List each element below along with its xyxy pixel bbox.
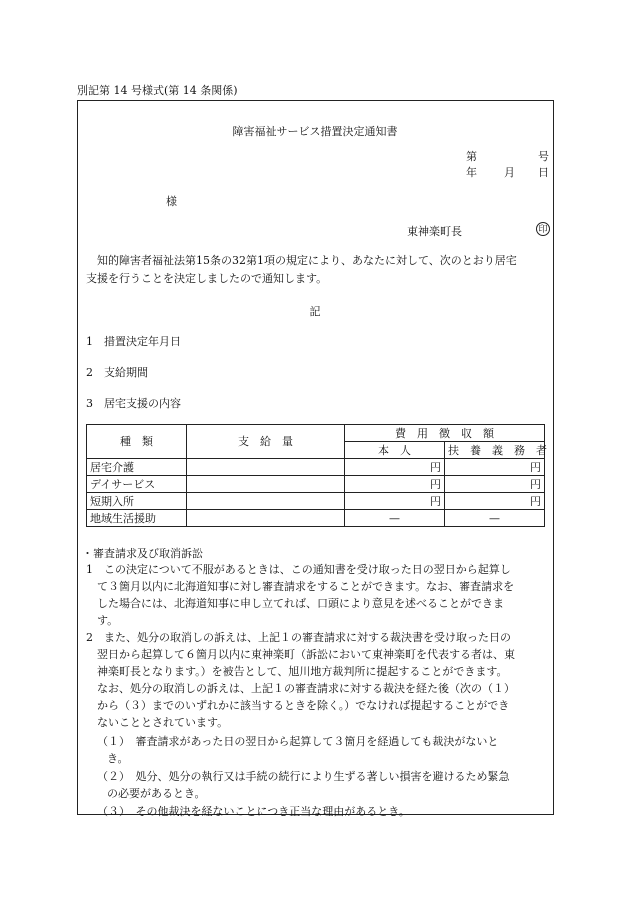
row-self-fee: 円 bbox=[345, 476, 445, 493]
number-go: 号 bbox=[538, 150, 549, 163]
sub-item-1-line-1: （１） 審査請求があった日の翌日から起算して３箇月を経過しても裁決がないと bbox=[97, 735, 499, 748]
appeal-line-9: から（３）までのいずれかに該当するときを除く。）でなければ提起することができ bbox=[97, 699, 510, 712]
appeal-line-1: 1 この決定について不服があるときは、この通知書を受け取った日の翌日から起算し bbox=[86, 563, 511, 576]
header-guardian: 扶 養 義 務 者 bbox=[445, 442, 545, 459]
appeal-line-2: て３箇月以内に北海道知事に対し審査請求をすることができます。なお、審査請求を bbox=[97, 580, 515, 593]
item-support-content: 3 居宅支援の内容 bbox=[86, 397, 181, 410]
sub-item-2-line-2: の必要があるとき。 bbox=[107, 787, 206, 800]
sub-item-2-line-1: （２） 処分、処分の執行又は手続の続行により生ずる著しい損害を避けるため緊急 bbox=[97, 770, 510, 783]
row-self-fee: 円 bbox=[345, 459, 445, 476]
appeal-line-10: ないこととされています。 bbox=[97, 716, 229, 729]
appeal-line-8: なお、処分の取消しの訴えは、上記１の審査請求に対する裁決を経た後（次の（１） bbox=[97, 682, 515, 695]
row-guardian-fee: — bbox=[445, 510, 545, 527]
date-day: 日 bbox=[538, 166, 549, 179]
table-row bbox=[87, 476, 545, 493]
row-amount bbox=[187, 476, 345, 493]
item-decision-date: 1 措置決定年月日 bbox=[86, 335, 181, 348]
recipient-sama: 様 bbox=[166, 195, 177, 208]
item-payment-period: 2 支給期間 bbox=[86, 366, 148, 379]
row-guardian-fee: 円 bbox=[445, 459, 545, 476]
date-month: 月 bbox=[504, 166, 515, 179]
document-title: 障害福祉サービス措置決定通知書 bbox=[232, 125, 398, 138]
row-self-fee: — bbox=[345, 510, 445, 527]
intro-line-2: 支援を行うことを決定しましたので通知します。 bbox=[86, 272, 328, 285]
table-row bbox=[87, 493, 545, 510]
issuer-name: 東神楽町長 bbox=[407, 225, 462, 238]
row-name: 居宅介護 bbox=[87, 459, 187, 476]
row-guardian-fee: 円 bbox=[445, 476, 545, 493]
number-dai: 第 bbox=[466, 150, 477, 163]
row-guardian-fee: 円 bbox=[445, 493, 545, 510]
header-amount: 支 給 量 bbox=[187, 425, 345, 459]
date-year: 年 bbox=[466, 166, 477, 179]
header-fee: 費 用 徴 収 額 bbox=[345, 425, 545, 442]
sub-item-1-line-2: き。 bbox=[107, 752, 129, 765]
fee-table bbox=[86, 424, 545, 527]
appeal-line-7: 神楽町長となります。）を被告として、旭川地方裁判所に提起することができます。 bbox=[97, 665, 508, 678]
appeal-heading: ・審査請求及び取消訴訟 bbox=[82, 547, 203, 560]
row-amount bbox=[187, 459, 345, 476]
row-amount bbox=[187, 493, 345, 510]
appeal-line-6: 翌日から起算して６箇月以内に東神楽町（訴訟において東神楽町を代表する者は、東 bbox=[97, 648, 515, 661]
table-row bbox=[87, 459, 545, 476]
seal-mark: 印 bbox=[536, 222, 550, 236]
sub-item-3-line-1: （３） その他裁決を経ないことにつき正当な理由があるとき。 bbox=[97, 805, 410, 818]
row-name: 短期入所 bbox=[87, 493, 187, 510]
appeal-line-3: した場合には、北海道知事に申し立てれば、口頭により意見を述べることができま bbox=[97, 597, 504, 610]
row-self-fee: 円 bbox=[345, 493, 445, 510]
header-type: 種 類 bbox=[87, 425, 187, 459]
row-name: 地域生活援助 bbox=[87, 510, 187, 527]
appeal-line-4: す。 bbox=[97, 614, 119, 627]
table-row bbox=[87, 510, 545, 527]
row-name: デイサービス bbox=[87, 476, 187, 493]
form-number-note: 別記第 14 号様式(第 14 条関係) bbox=[77, 84, 238, 97]
intro-line-1: 知的障害者福祉法第15条の32第1項の規定により、あなたに対して、次のとおり居宅 bbox=[97, 254, 517, 267]
appeal-line-5: 2 また、処分の取消しの訴えは、上記１の審査請求に対する裁決書を受け取った日の bbox=[86, 631, 511, 644]
ki-heading: 記 bbox=[309, 305, 321, 318]
header-self: 本 人 bbox=[345, 442, 445, 459]
row-amount bbox=[187, 510, 345, 527]
